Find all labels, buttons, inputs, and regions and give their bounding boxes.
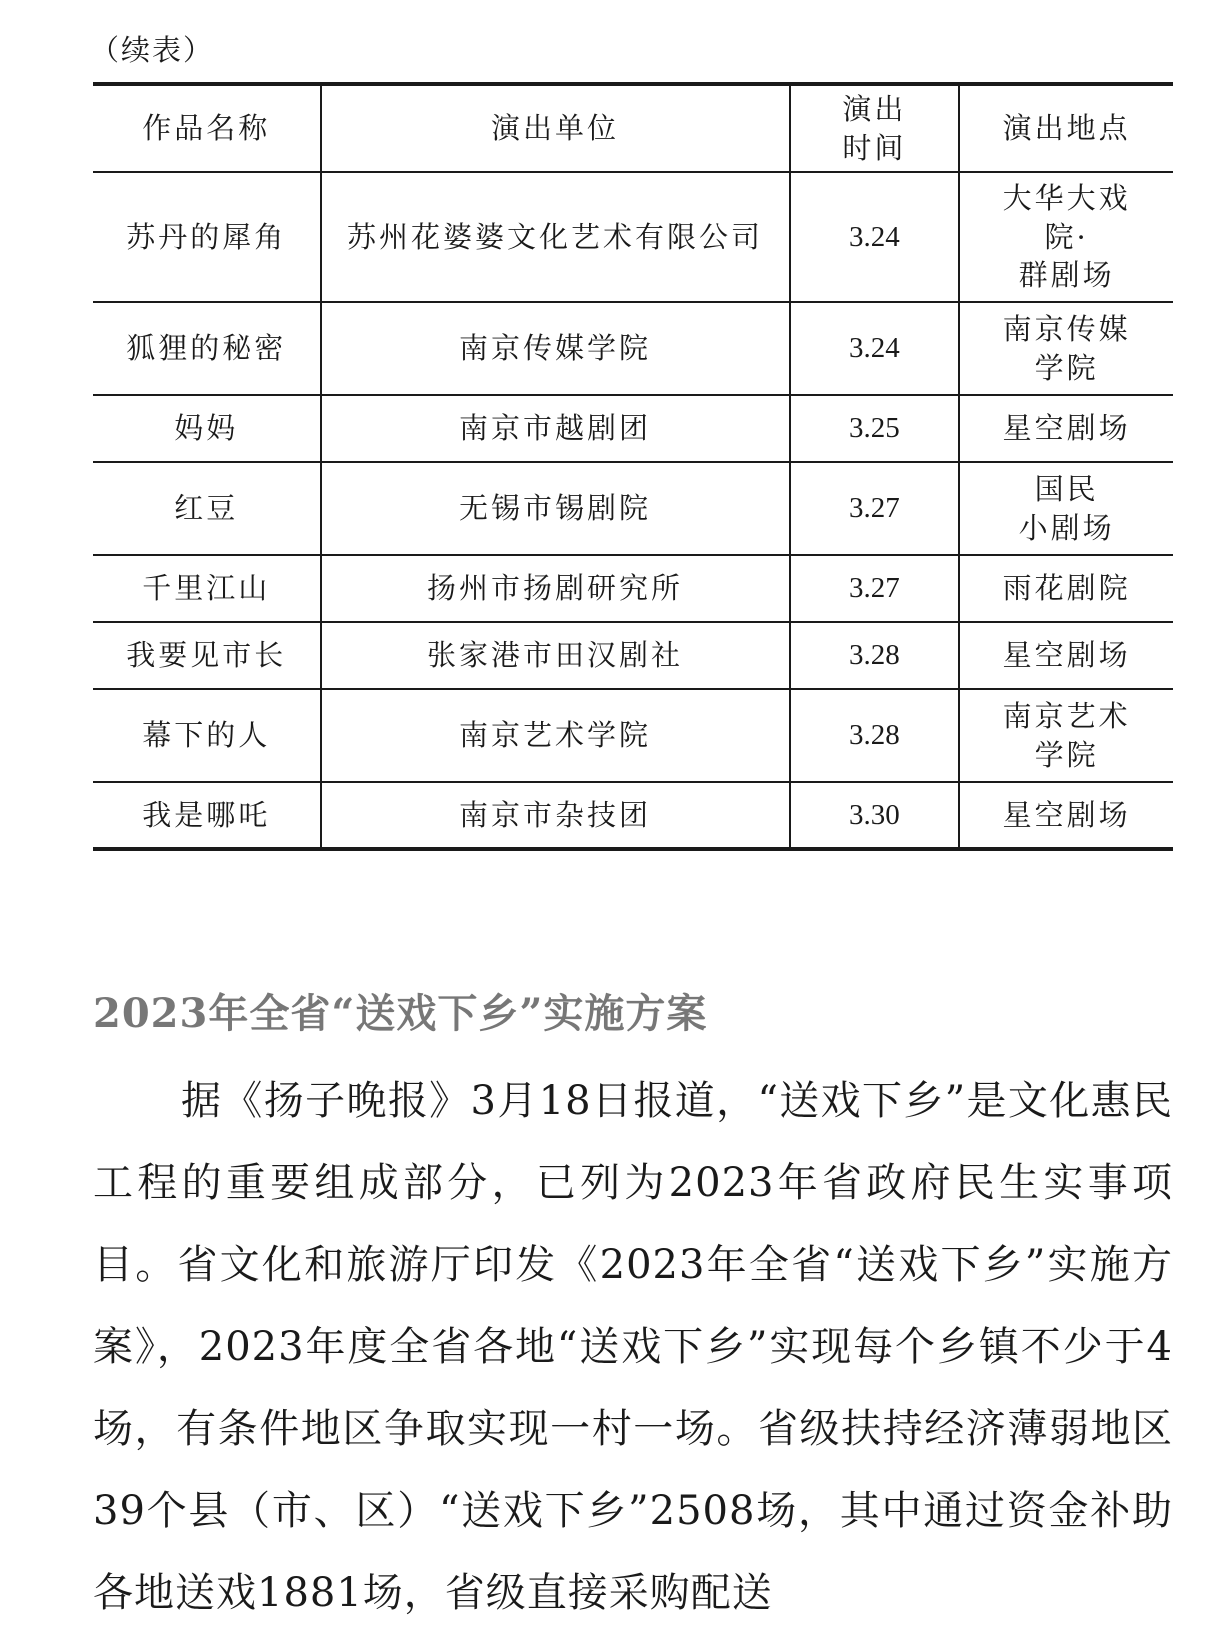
cell-unit: 扬州市扬剧研究所 <box>321 555 790 622</box>
table-row <box>93 555 1173 622</box>
cell-venue: 南京艺术 学院 <box>959 689 1173 782</box>
table-row <box>93 462 1173 555</box>
cell-work: 我要见市长 <box>93 622 321 689</box>
table-row <box>93 689 1173 782</box>
performance-table <box>93 82 1173 851</box>
cell-venue: 国民 小剧场 <box>959 462 1173 555</box>
cell-date: 3.24 <box>790 302 960 395</box>
cell-work: 我是哪吒 <box>93 782 321 849</box>
header-performance-date: 演出 时间 <box>790 84 960 172</box>
header-performing-unit: 演出单位 <box>321 84 790 172</box>
cell-venue: 星空剧场 <box>959 622 1173 689</box>
header-venue: 演出地点 <box>959 84 1173 172</box>
cell-date: 3.27 <box>790 462 960 555</box>
cell-work: 狐狸的秘密 <box>93 302 321 395</box>
header-work-title: 作品名称 <box>93 84 321 172</box>
cell-date: 3.24 <box>790 172 960 302</box>
cell-venue: 星空剧场 <box>959 395 1173 462</box>
cell-venue: 南京传媒 学院 <box>959 302 1173 395</box>
cell-unit: 南京市越剧团 <box>321 395 790 462</box>
cell-unit: 南京传媒学院 <box>321 302 790 395</box>
cell-unit: 南京市杂技团 <box>321 782 790 849</box>
cell-date: 3.30 <box>790 782 960 849</box>
continued-table-label: （续表） <box>90 33 215 67</box>
cell-date: 3.28 <box>790 689 960 782</box>
section-heading: 2023年全省“送戏下乡”实施方案 <box>93 990 708 1037</box>
cell-work: 苏丹的犀角 <box>93 172 321 302</box>
cell-venue: 星空剧场 <box>959 782 1173 849</box>
cell-date: 3.27 <box>790 555 960 622</box>
body-paragraph: 据《扬子晚报》3月18日报道，“送戏下乡”是文化惠民工程的重要组成部分，已列为2023年省政府民生实事项目。省文化和旅游厅印发《2023年全省“送戏下乡”实施方案》，2023年度全省各地“送戏下乡”实现每个乡镇不少于4场，有条件地区争取实现一村一场。省级扶持经济薄弱地区39个县（市、区）“送戏下乡”2508场，其中通过资金补助各地送戏1881场，省级直接采购配送 <box>93 1078 1173 1616</box>
cell-date: 3.28 <box>790 622 960 689</box>
cell-work: 妈妈 <box>93 395 321 462</box>
cell-unit: 无锡市锡剧院 <box>321 462 790 555</box>
cell-work: 红豆 <box>93 462 321 555</box>
cell-unit: 苏州花婆婆文化艺术有限公司 <box>321 172 790 302</box>
table-row <box>93 395 1173 462</box>
table-row <box>93 302 1173 395</box>
cell-work: 幕下的人 <box>93 689 321 782</box>
table-row <box>93 622 1173 689</box>
cell-venue: 雨花剧院 <box>959 555 1173 622</box>
table-row <box>93 172 1173 302</box>
cell-venue: 大华大戏 院· 群剧场 <box>959 172 1173 302</box>
table-header-row <box>93 84 1173 172</box>
cell-work: 千里江山 <box>93 555 321 622</box>
cell-date: 3.25 <box>790 395 960 462</box>
cell-unit: 张家港市田汉剧社 <box>321 622 790 689</box>
cell-unit: 南京艺术学院 <box>321 689 790 782</box>
table-row <box>93 782 1173 849</box>
